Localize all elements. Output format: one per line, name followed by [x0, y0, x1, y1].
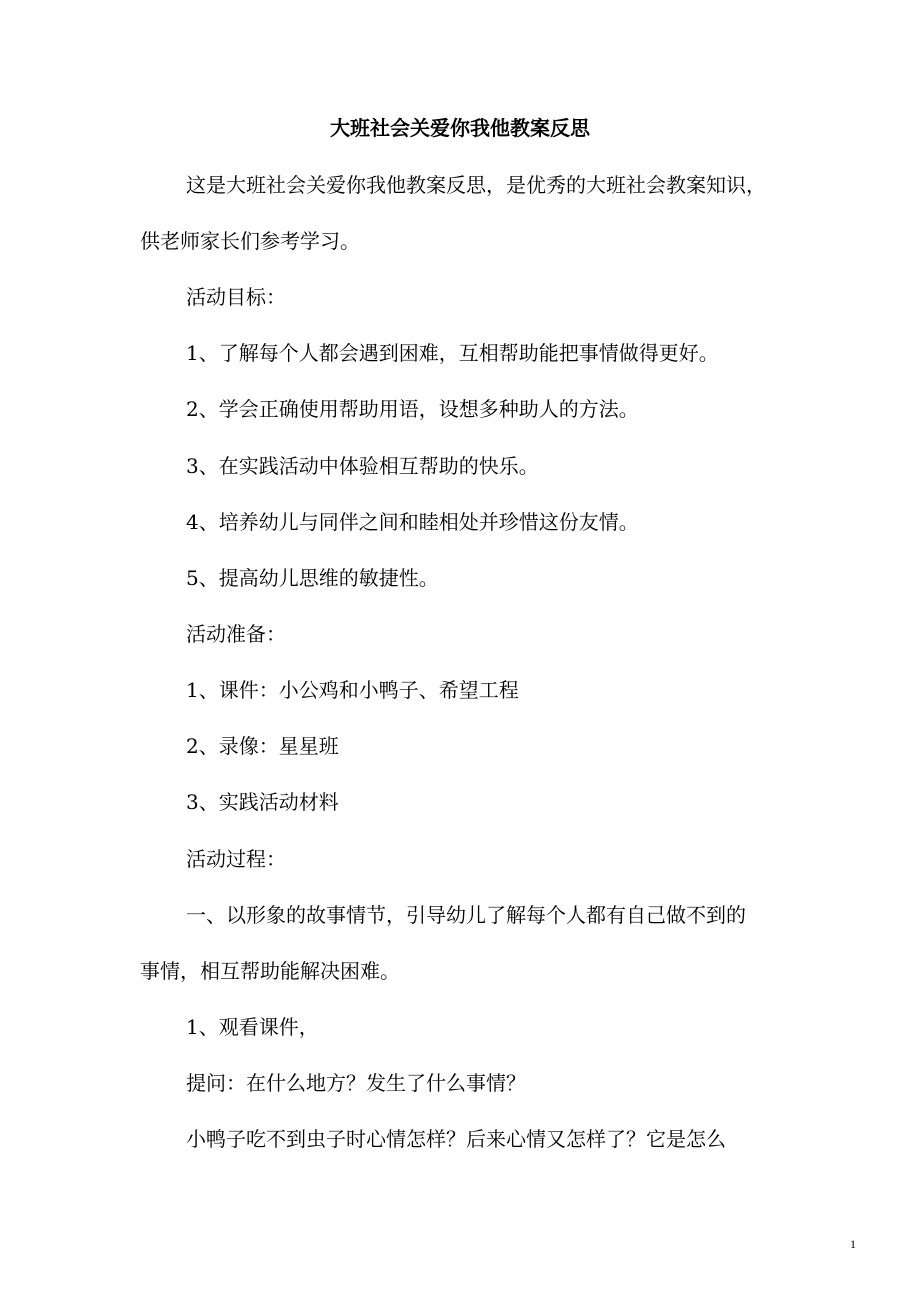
paragraph-intro-line-1: 这是大班社会关爱你我他教案反思，是优秀的大班社会教案知识， [186, 173, 766, 197]
page-number: 1 [850, 1237, 856, 1251]
heading-activity-goals: 活动目标： [186, 285, 286, 309]
question-line-1: 提问：在什么地方？发生了什么事情？ [186, 1071, 526, 1095]
heading-activity-process: 活动过程： [186, 847, 286, 871]
heading-activity-preparation: 活动准备： [186, 622, 286, 646]
goal-item-5: 5、提高幼儿思维的敏捷性。 [186, 566, 439, 590]
paragraph-intro-line-2: 供老师家长们参考学习。 [140, 229, 360, 253]
preparation-item-2: 2、录像：星星班 [186, 734, 339, 758]
goal-item-2: 2、学会正确使用帮助用语，设想多种助人的方法。 [186, 397, 639, 421]
process-step-1-line-2: 事情，相互帮助能解决困难。 [140, 959, 400, 983]
goal-item-3: 3、在实践活动中体验相互帮助的快乐。 [186, 454, 539, 478]
process-substep-1: 1、观看课件， [186, 1015, 319, 1039]
document-title: 大班社会关爱你我他教案反思 [330, 116, 590, 140]
goal-item-1: 1、了解每个人都会遇到困难，互相帮助能把事情做得更好。 [186, 341, 719, 365]
preparation-item-3: 3、实践活动材料 [186, 790, 339, 814]
question-line-2: 小鸭子吃不到虫子时心情怎样？后来心情又怎样了？它是怎么 [186, 1127, 726, 1151]
preparation-item-1: 1、课件：小公鸡和小鸭子、希望工程 [186, 678, 519, 702]
goal-item-4: 4、培养幼儿与同伴之间和睦相处并珍惜这份友情。 [186, 510, 639, 534]
process-step-1-line-1: 一、以形象的故事情节，引导幼儿了解每个人都有自己做不到的 [186, 903, 746, 927]
